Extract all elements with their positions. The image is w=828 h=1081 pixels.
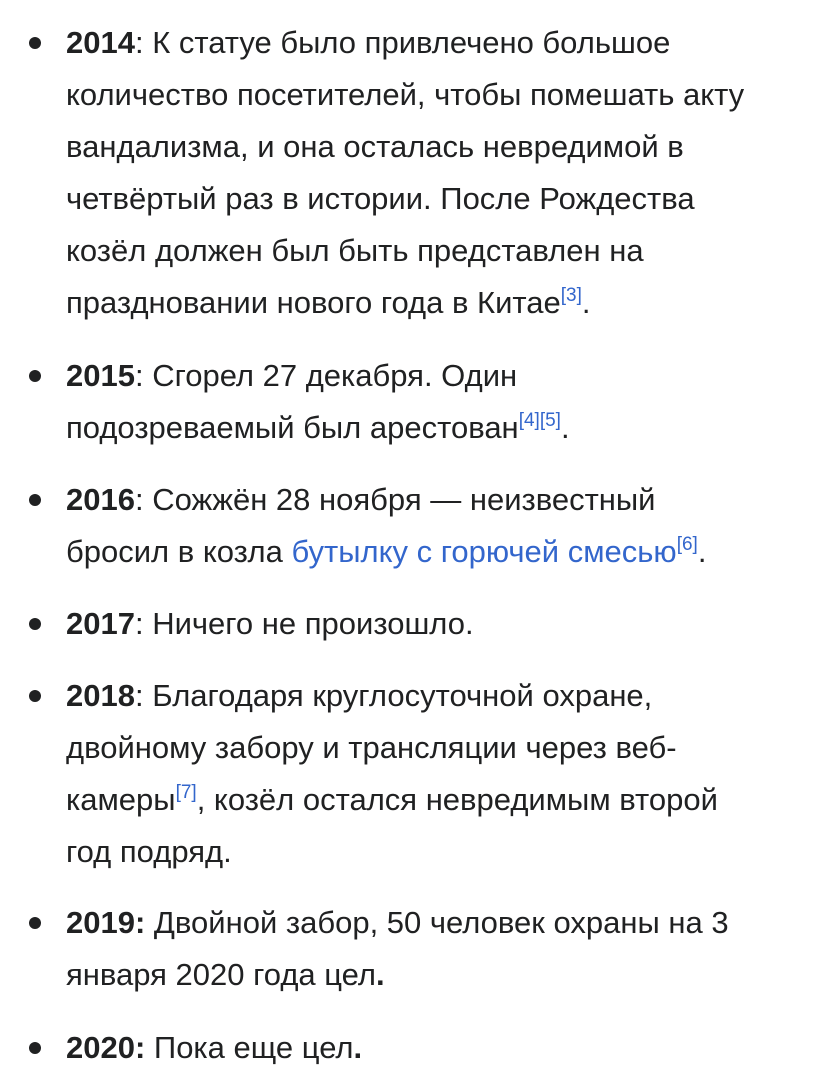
text-line: 2017: Ничего не произошло. (66, 606, 474, 641)
bullet-icon (29, 494, 41, 506)
year-label: 2018 (66, 678, 135, 713)
text-line: подозреваемый был арестован[4][5]. (66, 410, 570, 445)
year-label: 2019: (66, 905, 146, 940)
year-label: 2015 (66, 358, 135, 393)
text-line: 2016: Сожжён 28 ноября — неизвестный (66, 482, 656, 517)
text-line: 2020: Пока еще цел. (66, 1030, 363, 1065)
bullet-icon (29, 618, 41, 630)
text-line: вандализма, и она осталась невредимой в (66, 129, 684, 164)
text-line: козёл должен был быть представлен на (66, 233, 644, 268)
year-label: 2014 (66, 25, 135, 60)
reference-link[interactable]: [7] (175, 782, 197, 803)
text-line: 2015: Сгорел 27 декабря. Один (66, 358, 518, 393)
text-line: количество посетителей, чтобы помешать акту (66, 77, 745, 112)
text-line: 2014: К статуе было привлечено большое (66, 25, 671, 60)
text-line: праздновании нового года в Китае[3]. (66, 285, 591, 320)
text-line: 2018: Благодаря круглосуточной охране, (66, 678, 653, 713)
text-line: четвёртый раз в истории. После Рождества (66, 181, 695, 216)
text-line: камеры[7], козёл остался невредимым второй (66, 782, 718, 817)
bullet-icon (29, 370, 41, 382)
text-line: двойному забору и трансляции через веб- (66, 730, 677, 765)
bullet-icon (29, 37, 41, 49)
reference-link[interactable]: [4] (518, 410, 540, 431)
text-line: января 2020 года цел. (66, 957, 385, 992)
text-line: 2019: Двойной забор, 50 человек охраны на 3 (66, 905, 729, 940)
year-label: 2020: (66, 1030, 146, 1065)
year-label: 2017 (66, 606, 135, 641)
year-label: 2016 (66, 482, 135, 517)
bullet-icon (29, 690, 41, 702)
reference-link[interactable]: [6] (676, 534, 698, 555)
reference-link[interactable]: [5] (539, 410, 561, 431)
text-line: год подряд. (66, 834, 232, 869)
molotov-cocktail-link[interactable]: бутылку с горючей смесью (291, 534, 677, 569)
reference-link[interactable]: [3] (560, 285, 582, 306)
bullet-icon (29, 1042, 41, 1054)
text-line: бросил в козла бутылку с горючей смесью[6]. (66, 534, 707, 569)
bullet-icon (29, 917, 41, 929)
